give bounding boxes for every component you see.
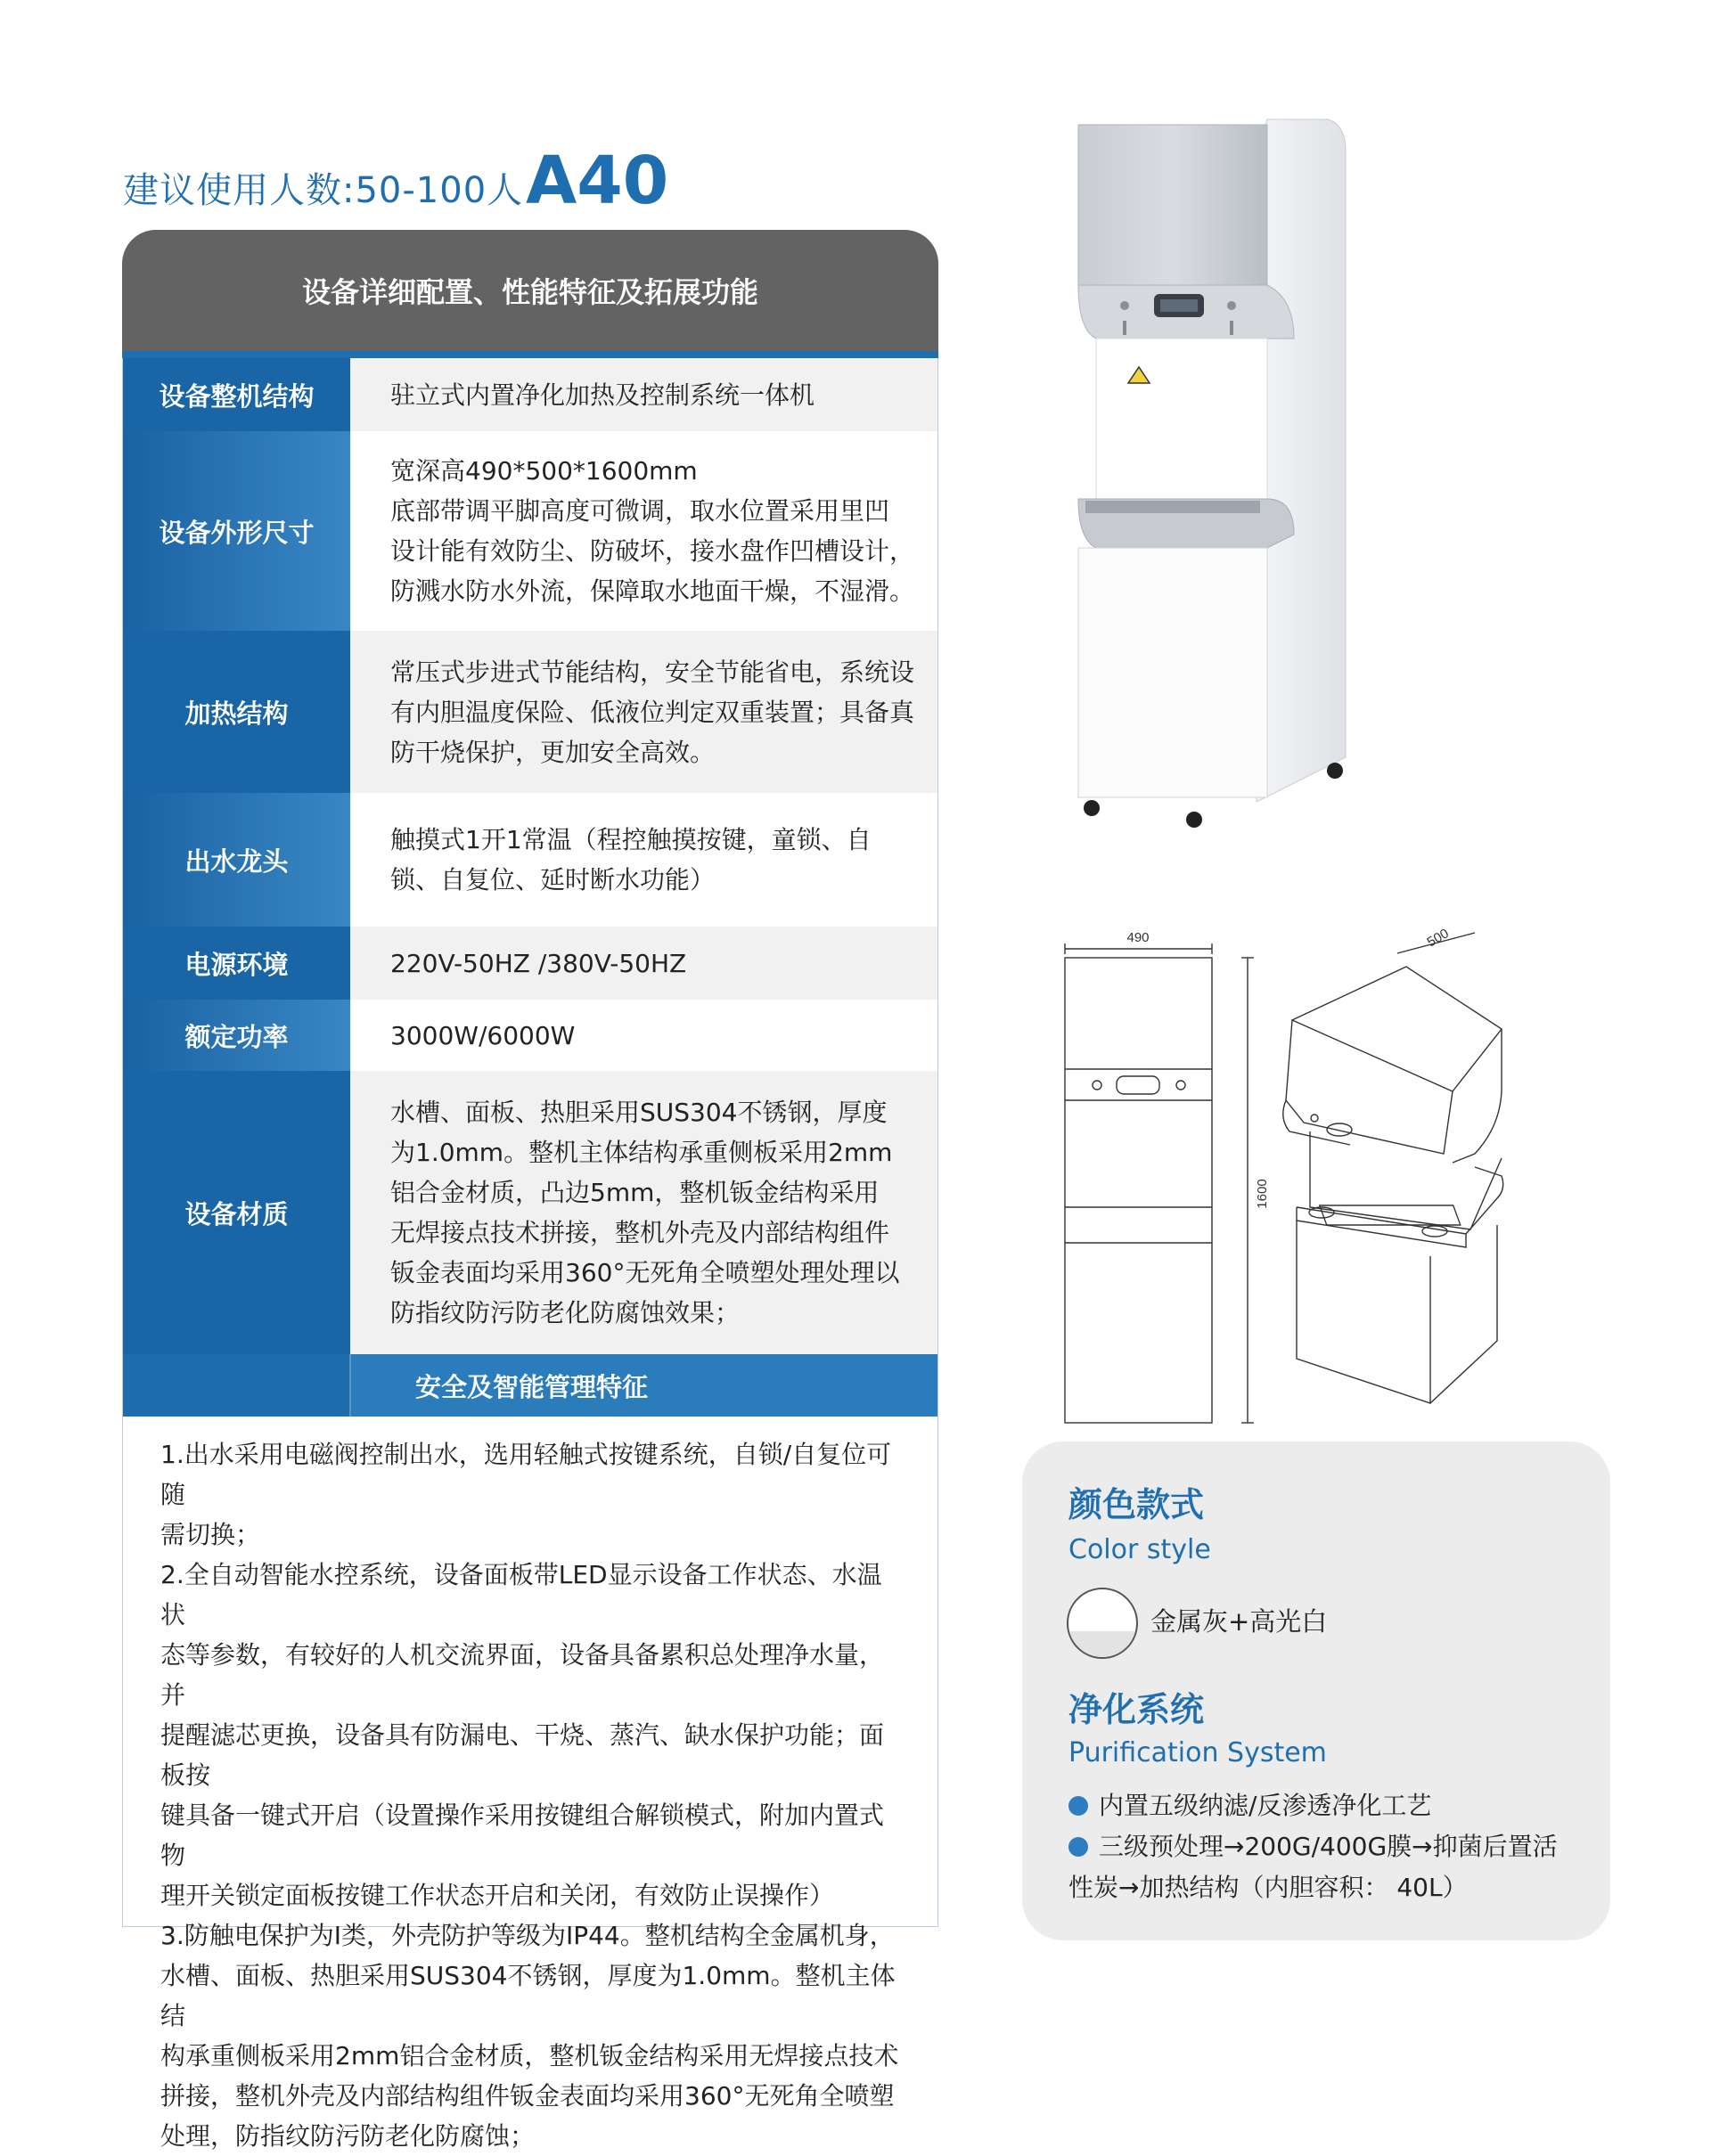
spec-label: 出水龙头 [123,793,350,927]
model-number: A40 [526,143,669,219]
width-label: 490 [1126,930,1150,945]
spec-value [350,927,937,1000]
purification-item-text: 三级预处理→200G/400G膜→抑菌后置活 [1099,1832,1558,1861]
safety-section-title: 安全及智能管理特征 [351,1354,937,1417]
spec-row-rated-power [123,1000,937,1071]
spec-label: 设备外形尺寸 [123,431,350,631]
spec-value [350,1071,937,1354]
spec-title-underline [122,351,938,358]
spec-row-dimensions [123,431,937,631]
spec-line: 有内胆温度保险、低液位判定双重装置；具备真 [390,697,915,727]
feature-line: 处理，防指纹防污防老化防腐蚀； [160,2121,536,2151]
feature-line: 态等参数，有较好的人机交流界面，设备具备累积总处理净水量，并 [160,1640,885,1710]
spec-row-structure [123,358,937,431]
spec-line: 设计能有效防尘、防破坏，接水盘作凹槽设计， [390,536,915,566]
safety-section-header [123,1354,937,1417]
spec-label: 设备材质 [123,1071,350,1354]
spec-line: 锁、自复位、延时断水功能） [390,865,716,894]
spec-value [350,1000,937,1071]
purification-item [1068,1785,1431,1826]
section-header-left-block [123,1354,351,1417]
spec-row-faucet [123,793,937,927]
depth-label: 500 [1424,926,1452,951]
color-swatch-lower [1068,1631,1136,1657]
spec-label: 设备整机结构 [123,358,350,431]
spec-row-heating [123,631,937,793]
feature-line: 1.出水采用电磁阀控制出水，选用轻触式按键系统，自锁/自复位可随 [160,1440,892,1509]
color-swatch [1067,1588,1138,1659]
spec-line: 底部带调平脚高度可微调，取水位置采用里凹 [390,496,890,526]
purification-subtitle: Purification System [1068,1737,1327,1768]
feature-line: 提醒滤芯更换，设备具有防漏电、干烧、蒸汽、缺水保护功能；面板按 [160,1720,885,1790]
feature-line: 键具备一键式开启（设置操作采用按键组合解锁模式，附加内置式物 [160,1801,885,1870]
spec-table-title: 设备详细配置、性能特征及拓展功能 [122,230,938,351]
purification-item-text: 性炭→加热结构（内胆容积： 40L） [1068,1873,1468,1902]
spec-table-body [122,358,938,2151]
spec-value [350,431,937,631]
spec-line: 驻立式内置净化加热及控制系统一体机 [390,380,815,410]
spec-line: 防溅水防水外流，保障取水地面干燥，不湿滑。 [390,576,915,606]
spec-line: 钣金表面均采用360°无死角全喷塑处理处理以 [390,1258,900,1287]
purification-item [1068,1826,1558,1908]
safety-features-text [123,1417,937,2151]
spec-line: 铝合金材质，凸边5mm，整机钣金结构采用 [390,1178,880,1207]
spec-line: 220V-50HZ /380V-50HZ [390,948,687,978]
spec-value [350,631,937,793]
height-label: 1600 [1255,1179,1270,1209]
spec-line: 3000W/6000W [390,1020,576,1050]
spec-table [122,230,938,2151]
dimension-drawing [1056,922,1551,1434]
feature-line: 需切换； [160,1520,261,1549]
spec-label: 电源环境 [123,927,350,1000]
feature-line: 拼接，整机外壳及内部结构组件钣金表面均采用360°无死角全喷塑 [160,2081,895,2111]
spec-line: 宽深高490*500*1600mm [390,456,698,486]
recommended-users: 建议使用人数:50-100人 [123,170,524,211]
purification-title: 净化系统 [1068,1690,1205,1729]
water-dispenser-product-image [1060,116,1363,829]
feature-line: 理开关锁定面板按键工作状态开启和关闭，有效防止误操作） [160,1881,835,1910]
spec-row-material [123,1071,937,1354]
spec-line: 常压式步进式节能结构，安全节能省电，系统设 [390,657,915,687]
spec-line: 防指纹防污防老化防腐蚀效果； [390,1298,741,1327]
bullet-dot [1068,1837,1088,1857]
color-style-title: 颜色款式 [1068,1485,1205,1524]
spec-line: 为1.0mm。整机主体结构承重侧板采用2mm [390,1138,893,1167]
spec-value [350,793,937,927]
feature-line: 2.全自动智能水控系统，设备面板带LED显示设备工作状态、水温状 [160,1560,882,1629]
spec-line: 防干烧保护，更加安全高效。 [390,737,716,767]
purification-item-text: 内置五级纳滤/反渗透净化工艺 [1099,1791,1432,1820]
spec-label: 加热结构 [123,631,350,793]
spec-label: 额定功率 [123,1000,350,1071]
color-style-subtitle: Color style [1068,1534,1211,1565]
spec-line: 无焊接点技术拼接，整机外壳及内部结构组件 [390,1218,890,1247]
feature-line: 水槽、面板、热胆采用SUS304不锈钢，厚度为1.0mm。整机主体结 [160,1961,896,2030]
spec-line: 水槽、面板、热胆采用SUS304不锈钢，厚度 [390,1098,888,1127]
feature-line: 3.防触电保护为Ⅰ类，外壳防护等级为IP44。整机结构全金属机身， [160,1921,895,1950]
color-swatch-label: 金属灰+高光白 [1150,1606,1328,1637]
spec-value [350,358,937,431]
spec-row-power-supply [123,927,937,1000]
feature-line: 构承重侧板采用2mm铝合金材质，整机钣金结构采用无焊接点技术 [160,2041,899,2070]
bullet-dot [1068,1796,1088,1816]
color-purification-card [1022,1441,1610,1940]
spec-line: 触摸式1开1常温（程控触摸按键，童锁、自 [390,825,872,854]
